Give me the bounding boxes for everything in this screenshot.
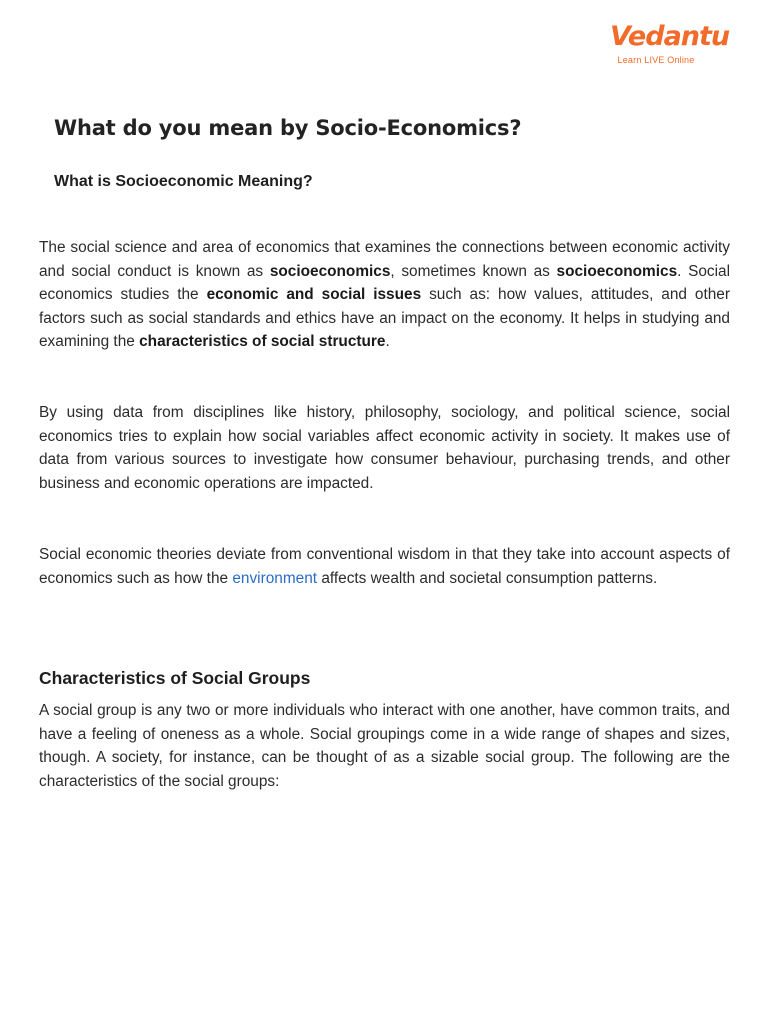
environment-link[interactable]: environment <box>232 569 318 587</box>
bold-term: economic and social issues <box>206 286 422 304</box>
text-run: Social economic theories deviate from conventional wisdom in that they take into account aspects of economics such as how the <box>39 546 730 587</box>
section-heading: Characteristics of Social Groups <box>39 668 311 688</box>
paragraph-social-groups: A social group is any two or more individuals who interact with one another, have common traits, and have a feeling of oneness as a whole. Social groupings come in a wide range of shapes and sizes, though. A society, for instance, can be thought of as a sizable social group. The following are the characteristics of the social groups: <box>39 702 730 790</box>
text-run: . <box>385 333 390 351</box>
text-run: such as: how values, attitudes, and other factors such as social standards and ethics have an impact on the economy. It helps in studying and examining the <box>39 286 730 351</box>
text-run: , sometimes known as <box>390 262 557 280</box>
bold-term: characteristics of social structure <box>139 333 386 351</box>
text-run: The social science and area of economics that examines the connections between economic activity and social conduct is known as <box>39 239 730 280</box>
paragraph-definition <box>39 236 730 354</box>
logo-wordmark: Vedantu <box>610 21 730 52</box>
text-run: . Social economics studies the <box>39 262 731 304</box>
page-title: What do you mean by Socio-Economics? <box>54 116 522 140</box>
logo-tagline: Learn LIVE Online <box>617 55 695 65</box>
bold-term: socioeconomics <box>269 262 391 280</box>
vedantu-logo <box>610 21 730 66</box>
section-subtitle: What is Socioeconomic Meaning? <box>54 173 313 190</box>
bold-term: socioeconomics <box>556 262 678 280</box>
paragraph-disciplines: By using data from disciplines like history, philosophy, sociology, and political science, social economics tries to explain how social variables affect economic activity in society. It makes use of data from various sources to investigate how consumer behaviour, purchasing trends, and other business and economic operations are impacted. <box>39 404 730 492</box>
paragraph-theories <box>39 543 730 590</box>
text-run: affects wealth and societal consumption patterns. <box>317 569 658 587</box>
